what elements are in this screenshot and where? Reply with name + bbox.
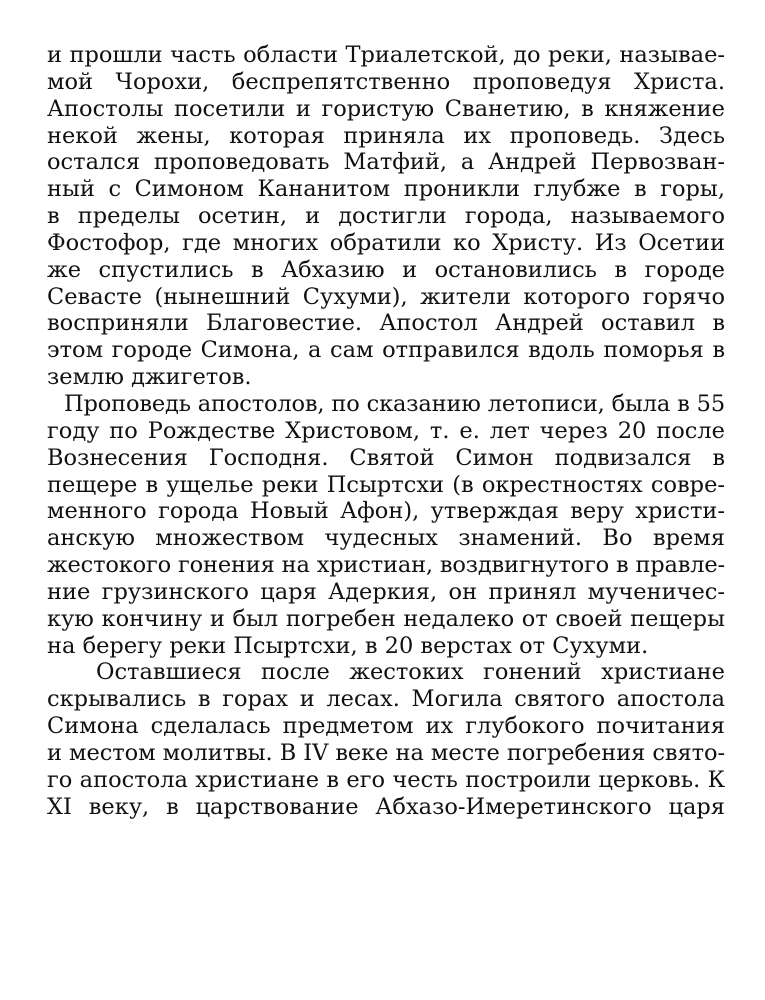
text-line: некой жены, которая приняла их проповедь. Здесь xyxy=(47,122,725,149)
text-line: менного города Новый Афон), утверждая веру христи- xyxy=(47,498,725,525)
text-line: Севасте (нынешний Сухуми), жители которого горячо xyxy=(47,283,725,310)
text-line: ние грузинского царя Адеркия, он принял мученичес- xyxy=(47,578,725,605)
text-line: анскую множеством чудесных знамений. Во время xyxy=(47,525,725,552)
document-page xyxy=(47,42,725,820)
text-line: же спустились в Абхазию и остановились в городе xyxy=(47,256,725,283)
text-line: ный с Симоном Кананитом проникли глубже в горы, xyxy=(47,176,725,203)
text-line: землю джигетов. xyxy=(47,364,252,391)
text-line: восприняли Благовестие. Апостол Андрей оставил в xyxy=(47,310,725,337)
text-line: кую кончину и был погребен недалеко от своей пещеры xyxy=(47,605,725,632)
text-line: Апостолы посетили и гористую Сванетию, в княжение xyxy=(47,95,725,122)
text-line: и местом молитвы. В IV веке на месте погребения свято- xyxy=(47,739,725,766)
text-line: году по Рождестве Христовом, т. е. лет через 20 после xyxy=(47,417,725,444)
text-line: на берегу реки Псыртсхи, в 20 верстах от Сухуми. xyxy=(47,632,649,659)
paragraph-2 xyxy=(47,391,725,659)
text-line: пещере в ущелье реки Псыртсхи (в окрестностях совре- xyxy=(47,471,725,498)
text-line: в пределы осетин, и достигли города, называемого xyxy=(47,203,725,230)
text-line: Фостофор, где многих обратили ко Христу. Из Осетии xyxy=(47,229,725,256)
paragraph-3 xyxy=(47,659,725,820)
text-line: и прошли часть области Триалетской, до реки, называе- xyxy=(47,42,725,68)
text-line: скрывались в горах и лесах. Могила святого апостола xyxy=(47,686,725,713)
text-line: XI веку, в царствование Абхазо-Имеретинского царя xyxy=(47,793,725,820)
text-line: Вознесения Господня. Святой Симон подвизался в xyxy=(47,444,725,471)
text-line: остался проповедовать Матфий, а Андрей Первозван- xyxy=(47,149,725,176)
paragraph-1 xyxy=(47,42,725,391)
text-line: Оставшиеся после жестоких гонений христиане xyxy=(96,659,725,686)
text-line: Проповедь апостолов, по сказанию летописи, была в 55 xyxy=(64,390,725,417)
text-line: жестокого гонения на христиан, воздвигнутого в правле- xyxy=(47,552,725,579)
text-line: го апостола христиане в его честь построили церковь. К xyxy=(47,766,725,793)
text-line: этом городе Симона, а сам отправился вдоль поморья в xyxy=(47,337,725,364)
text-line: мой Чорохи, беспрепятственно проповедуя Христа. xyxy=(47,68,725,95)
text-line: Симона сделалась предметом их глубокого почитания xyxy=(47,713,725,740)
